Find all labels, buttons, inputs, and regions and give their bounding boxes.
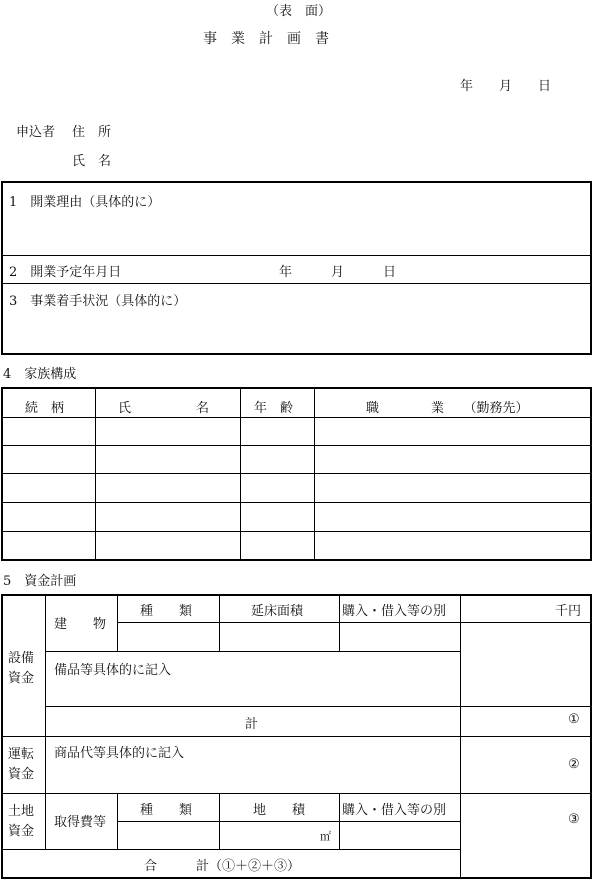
side-label: （表 面） — [266, 4, 332, 19]
table-row[interactable] — [2, 532, 590, 560]
land-area-label: 地 積 — [253, 803, 306, 818]
land-purchase-label: 購入・借入等の別 — [342, 803, 447, 818]
operating-mark: ② — [568, 757, 580, 772]
building-kind-label: 種 類 — [140, 604, 193, 619]
operating-funds-label: 運転 資金 — [8, 747, 35, 782]
family-col-relation: 続 柄 — [25, 401, 65, 416]
opening-date-label: 2 開業予定年月日 — [9, 265, 122, 280]
sqm-unit: ㎡ — [320, 830, 331, 843]
table-row[interactable] — [2, 474, 590, 502]
floor-area-label: 延床面積 — [251, 604, 304, 619]
progress-label[interactable]: 3 事業着手状況（具体的に） — [9, 294, 187, 309]
operating-note[interactable]: 商品代等具体的に記入 — [54, 746, 185, 761]
page-title: 事 業 計 画 書 — [203, 31, 329, 47]
family-col-occupation: 職 業 （勤務先） — [366, 401, 529, 416]
land-kind-label: 種 類 — [140, 803, 193, 818]
table-row[interactable] — [2, 446, 590, 473]
equipment-funds-label: 設備 資金 — [8, 651, 35, 686]
date-field[interactable]: 年 月 日 — [460, 79, 552, 94]
land-funds-label: 土地 資金 — [8, 804, 35, 839]
name-label: 氏 名 — [72, 154, 112, 169]
building-label: 建 物 — [54, 617, 107, 632]
family-title: 4 家族構成 — [3, 367, 77, 382]
address-label: 住 所 — [72, 125, 112, 140]
family-col-name: 氏 名 — [118, 401, 210, 416]
funds-title: 5 資金計画 — [3, 574, 77, 589]
equipment-note[interactable]: 備品等具体的に記入 — [54, 663, 172, 678]
land-mark: ③ — [568, 812, 580, 827]
family-col-age: 年 齢 — [254, 401, 294, 416]
subtotal-label: 計 — [245, 717, 259, 732]
table-row[interactable] — [2, 503, 590, 531]
acquisition-label: 取得費等 — [54, 815, 107, 830]
table-row[interactable] — [2, 418, 590, 445]
unit-label: 千円 — [555, 604, 582, 619]
total-label: 合 計（①＋②＋③） — [144, 859, 301, 874]
building-purchase-label: 購入・借入等の別 — [342, 604, 447, 619]
applicant-label: 申込者 — [16, 125, 56, 140]
opening-reason-label[interactable]: 1 開業理由（具体的に） — [9, 195, 161, 210]
opening-date-value[interactable]: 年 月 日 — [279, 265, 397, 280]
subtotal-mark: ① — [568, 712, 580, 727]
